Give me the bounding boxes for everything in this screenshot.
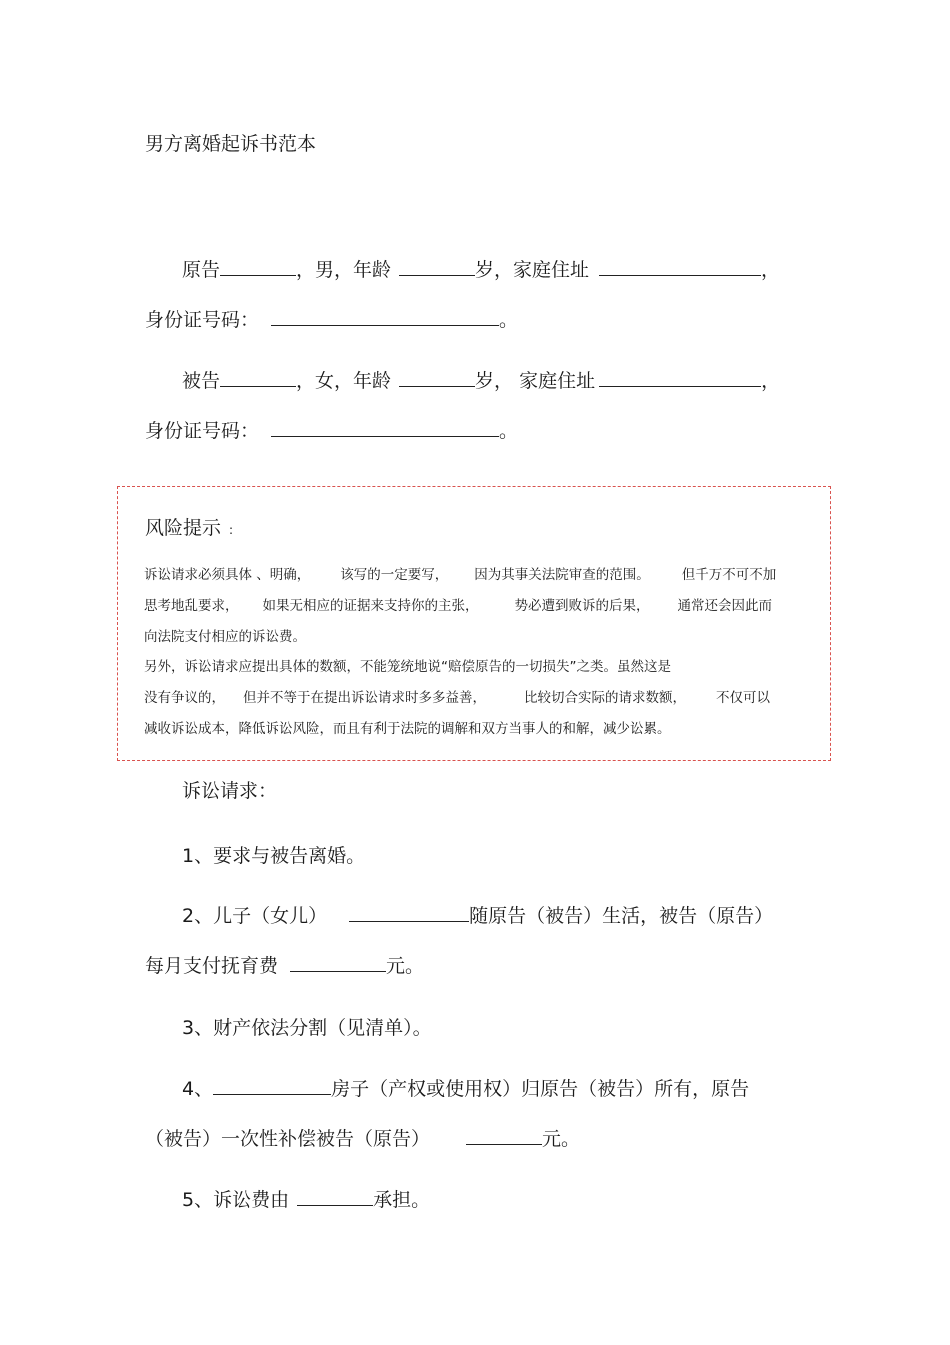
plaintiff-label: 原告 — [182, 259, 221, 281]
risk-line-4: 另外，诉讼请求应提出具体的数额，不能笼统地说“赔偿原告的一切损失”之类。虽然这是 — [144, 659, 671, 675]
risk-text: 势必遭到败诉的后果， — [514, 598, 650, 614]
claim-4-text: 房子（产权或使用权）归原告（被告）所有，原告 — [331, 1078, 750, 1100]
plaintiff-name-blank[interactable] — [220, 258, 296, 276]
defendant-id-end: 。 — [499, 420, 519, 442]
risk-line-1 — [144, 563, 776, 583]
risk-text: 诉讼请求必须具体 、明确， — [144, 567, 311, 583]
risk-tip-colon: : — [229, 523, 234, 537]
claims-heading: 诉讼请求： — [182, 780, 278, 802]
plaintiff-gender-text: ，男，年龄 — [296, 259, 392, 281]
risk-line-6: 减收诉讼成本，降低诉讼风险，而且有利于法院的调解和双方当事人的和解，减少讼累。 — [144, 721, 671, 737]
claim-2-text: 2、儿子（女儿） — [182, 905, 328, 927]
defendant-id-line — [145, 416, 518, 443]
risk-line-3: 向法院支付相应的诉讼费。 — [144, 629, 306, 645]
risk-tip-title-text: 风险提示 — [145, 517, 222, 539]
defendant-name-blank[interactable] — [220, 369, 296, 387]
child-name-blank[interactable] — [349, 904, 469, 922]
plaintiff-line — [182, 255, 780, 282]
claim-4-line-1 — [182, 1074, 749, 1101]
defendant-address-blank[interactable] — [599, 369, 761, 387]
risk-text: 该写的一定要写， — [340, 567, 449, 583]
risk-text: 比较切合实际的请求数额， — [524, 690, 686, 706]
risk-text: 如果无相应的证据来支持你的主张， — [262, 598, 479, 614]
risk-tip-title — [145, 513, 233, 540]
plaintiff-address-blank[interactable] — [599, 258, 761, 276]
risk-text: 思考地乱要求， — [144, 598, 239, 614]
defendant-gender-text: ，女，年龄 — [296, 370, 392, 392]
risk-line-5 — [144, 686, 770, 706]
plaintiff-id-end: 。 — [499, 309, 519, 331]
claim-5-text: 承担。 — [373, 1189, 431, 1211]
defendant-age-suffix: 岁， 家庭住址 — [475, 370, 596, 392]
claim-4-text: 4、 — [182, 1078, 214, 1100]
defendant-age-blank[interactable] — [399, 369, 475, 387]
claim-4-line-2 — [145, 1124, 580, 1151]
claim-5 — [182, 1185, 430, 1212]
claim-3: 3、财产依法分割（见清单）。 — [182, 1017, 432, 1039]
claim-2-line-2 — [145, 951, 424, 978]
support-amount-blank[interactable] — [290, 954, 386, 972]
defendant-line — [182, 366, 780, 393]
plaintiff-age-blank[interactable] — [399, 258, 475, 276]
plaintiff-id-label: 身份证号码： — [145, 309, 260, 331]
risk-text: 没有争议的， — [144, 690, 225, 706]
defendant-id-blank[interactable] — [271, 419, 499, 437]
fee-bearer-blank[interactable] — [297, 1188, 373, 1206]
defendant-label: 被告 — [182, 370, 221, 392]
defendant-id-label: 身份证号码： — [145, 420, 260, 442]
claim-5-text: 5、诉讼费由 — [182, 1189, 290, 1211]
risk-text: 但并不等于在提出诉讼请求时多多益善， — [243, 690, 486, 706]
risk-text: 因为其事关法院审查的范围。 — [474, 567, 650, 583]
plaintiff-id-line — [145, 305, 518, 332]
claim-4-text: 元。 — [542, 1128, 581, 1150]
claim-1: 1、要求与被告离婚。 — [182, 845, 366, 867]
claim-2-text: 元。 — [386, 955, 425, 977]
plaintiff-id-blank[interactable] — [271, 308, 499, 326]
claim-2-text: 每月支付抚育费 — [145, 955, 279, 977]
claim-4-text: （被告）一次性补偿被告（原告） — [145, 1128, 431, 1150]
house-blank[interactable] — [213, 1077, 331, 1095]
risk-tip-box — [117, 486, 831, 761]
plaintiff-age-suffix: 岁，家庭住址 — [475, 259, 590, 281]
claim-2-line-1 — [182, 901, 773, 928]
defendant-end-comma: ， — [761, 370, 781, 392]
claim-2-text: 随原告（被告）生活，被告（原告） — [469, 905, 774, 927]
plaintiff-end-comma: ， — [761, 259, 781, 281]
risk-line-2 — [144, 594, 772, 614]
document-title: 男方离婚起诉书范本 — [145, 133, 317, 155]
compensation-blank[interactable] — [466, 1127, 542, 1145]
risk-text: 通常还会因此而 — [677, 598, 772, 614]
risk-text: 但千万不可不加 — [681, 567, 777, 583]
risk-text: 不仅可以 — [716, 690, 770, 706]
